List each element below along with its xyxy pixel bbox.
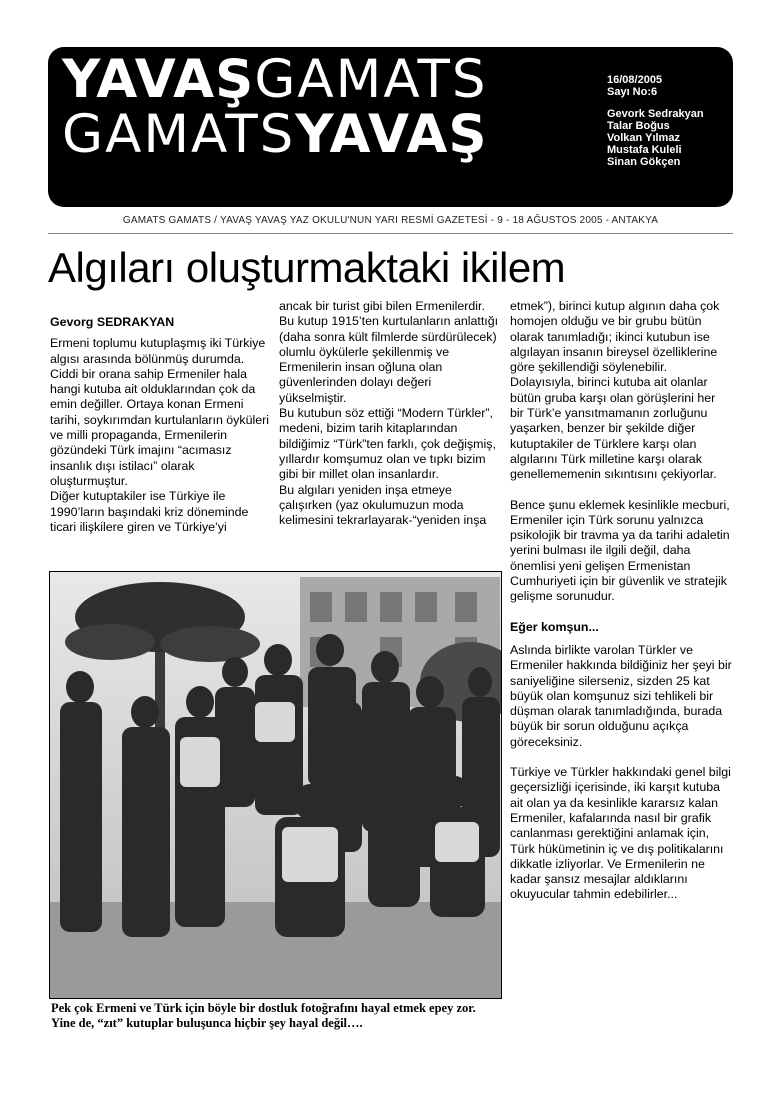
paragraph: Ermeni toplumu kutuplaşmış iki Türkiye algısı arasında bölünmüş durumda. Ciddi bir orana sahip Ermeniler hala hangi kutuba ait olduklarından çok da emin değiller. Ortaya konan Ermeni tarihi, soykırımdan kurtulanların öyküleri ve milli propaganda, Ermenilerin gözündeki Türk imajını “acımasız insanlık dışı istilacı” olarak oluşturmuştur. (50, 336, 269, 488)
tagline: GAMATS GAMATS / YAVAŞ YAVAŞ YAZ OKULU'NUN YARI RESMİ GAZETESİ - 9 - 18 AĞUSTOS 2005 - ANTAKYA (122, 215, 659, 226)
logo-gamats-1: GAMATS (254, 49, 488, 110)
editor-name: Sinan Gökçen (607, 156, 681, 168)
paragraph: Türkiye ve Türkler hakkındaki genel bilgi geçersizliği içerisinde, iki karşıt kutuba ait olan ya da kesinlikle kararsız kalan Ermeniler, kafalarında nasıl bir grafik canlanması gerektiğini anlamak için, Türk hükümetinin iç ve dış politikalarını dikkatle izliyorlar. Ve Ermenilerin ne kadar şansız mesajlar aldıklarını okuyucular tahmin edebilirler... (510, 765, 731, 902)
paragraph: Bu algıları yeniden inşa etmeye çalışırken (yaz okulumuzun moda kelimesini tekrarlayarak-“yeniden inşa (279, 482, 487, 528)
editor-name: Talar Boğus (607, 120, 670, 132)
article-column-2 (279, 299, 501, 528)
editor-name: Mustafa Kuleli (607, 144, 682, 156)
article-column-3 (510, 299, 732, 903)
headline: Algıları oluşturmaktaki ikilem (48, 244, 566, 291)
caption-line: Pek çok Ermeni ve Türk için böyle bir dostluk fotoğrafını hayal etmek epey zor. (51, 1001, 476, 1015)
issue-info (607, 74, 704, 168)
paragraph: Bu kutubun söz ettiği “Modern Türkler”, medeni, bizim tarih kitaplarından bildiğimiz “Türk”ten farklı, çok değişmiş, yıllardır komşumuz olan ve tıpkı bizim gibi bir millet olan insanlardır. (279, 406, 496, 482)
photo-caption (51, 1001, 511, 1031)
logo-yavas-2: YAVAŞ (295, 104, 488, 165)
editor-name: Volkan Yılmaz (607, 132, 680, 144)
photo-illustration (50, 572, 501, 998)
issue-date: 16/08/2005 (607, 74, 663, 86)
paragraph: Diğer kutuptakiler ise Türkiye ile 1990’ların başındaki kriz döneminde ticari ilişkilere giren ve Türkiye’yi (50, 489, 249, 534)
logo-yavas-1: YAVAŞ (62, 49, 255, 110)
caption-line: Yine de, “zıt” kutuplar buluşunca hiçbir şey hayal değil…. (51, 1016, 363, 1030)
paragraph: Dolayısıyla, birinci kutuba ait olanlar bütün gruba karşı olan görüşlerini her bir Türk’e yansıtmamanın zorluğunu yaşarken, benzer bir şekilde diğer kutuptakiler de Türklere karşı olan algılarını Türk milletine karşı olarak genellememenin sıkıntısını çekiyorlar. (510, 375, 717, 482)
newspaper-logo (62, 49, 488, 165)
paragraph: Aslında birlikte varolan Türkler ve Ermeniler hakkında bildiğiniz her şeyi bir saniyeliğine silerseniz, sizden 25 kat büyük olan komşunuz sizi tehlikeli bir düşman olarak tanımladığında, burada büyük bir sorun olduğunu açıkça göreceksiniz. (510, 642, 732, 749)
group-photo (49, 571, 502, 999)
paragraph: etmek”), birinci kutup algının daha çok homojen olduğu ve bir grubu bütün olarak tanımladığı; ikinci kutubun ise algılayan insanın bireysel özelliklerine göre şekillendiği söylenebilir. (510, 299, 720, 375)
author-byline: Gevorg SEDRAKYAN (50, 315, 175, 329)
paragraph: ancak bir turist gibi bilen Ermenilerdir. Bu kutup 1915’ten kurtulanların anlattığı (daha sonra kült filmlerde sürdürülecek) olumlu öykülerle şekillenmiş ve Ermenilerin insan oğluna olan güvenlerinden dolayı değeri yükselmiştir. (279, 299, 499, 405)
editor-name: Gevork Sedrakyan (607, 108, 704, 120)
article-column-1 (50, 315, 275, 535)
paragraph: Bence şunu eklemek kesinlikle mecburi, Ermeniler için Türk sorunu yalnızca psikolojik bir travma ya da tarihi adaletin yerini bulması ile ilgili değil, daha önemlisi yeni gelişen Ermenistan Cumhuriyeti için bir güvenlik ve stratejik gelişme sorunudur. (510, 497, 730, 604)
subheading: Eğer komşun... (510, 619, 599, 634)
issue-number: Sayı No:6 (607, 86, 658, 98)
logo-gamats-2: GAMATS (62, 104, 296, 165)
divider (48, 233, 733, 234)
